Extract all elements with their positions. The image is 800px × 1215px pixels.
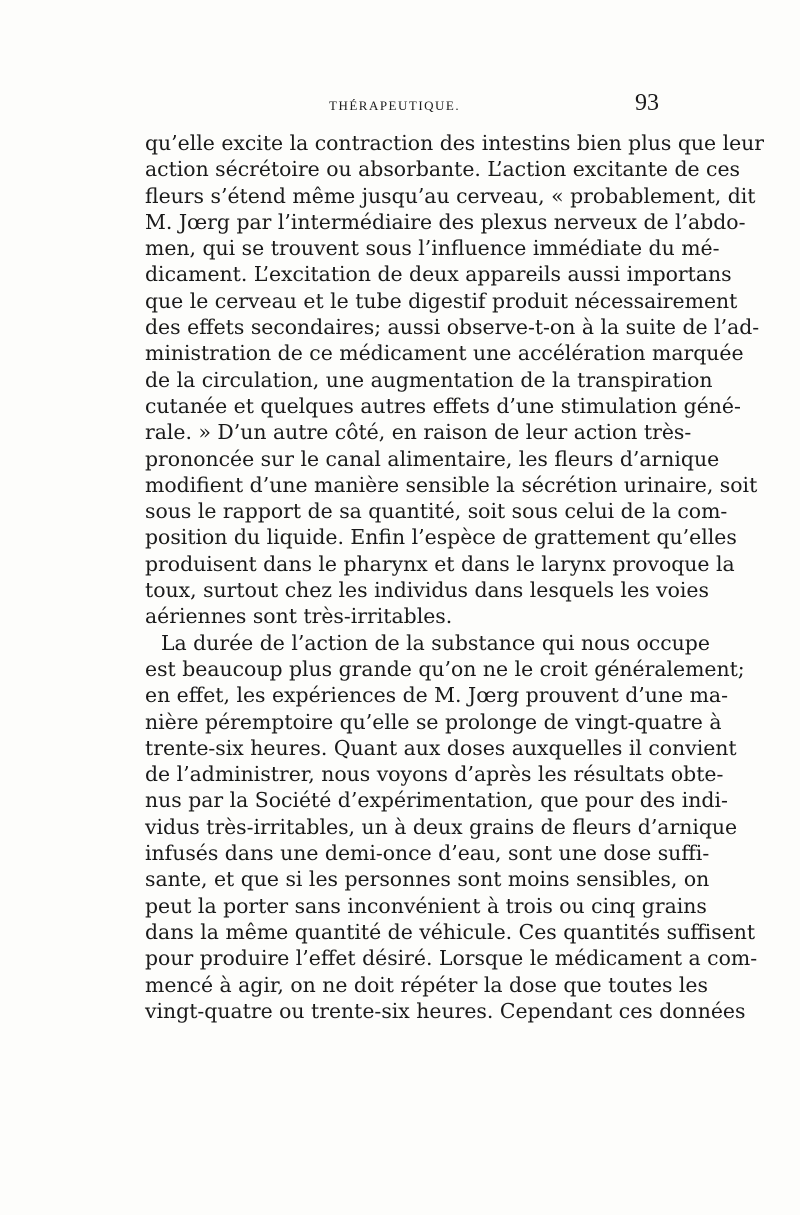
text-line: men, qui se trouvent sous l’influence immédiate du mé- — [145, 236, 720, 261]
text-line: ministration de ce médicament une accélération marquée — [145, 341, 744, 366]
text-line: qu’elle excite la contraction des intestins bien plus que leur — [145, 131, 765, 155]
text-line: en effet, les expériences de M. Jœrg prouvent d’une ma- — [145, 683, 728, 708]
page-number: 93 — [635, 90, 659, 116]
text-line: que le cerveau et le tube digestif produit nécessairement — [145, 288, 738, 313]
text-line: toux, surtout chez les individus dans lesquels les voies — [145, 578, 709, 603]
text-line: dans la même quantité de véhicule. Ces quantités suffisent — [145, 919, 756, 944]
running-head — [145, 92, 659, 122]
text-line: modifient d’une manière sensible la sécrétion urinaire, soit — [145, 472, 758, 497]
text-line: mencé à agir, on ne doit répéter la dose que toutes les — [145, 972, 708, 997]
text-line: sante, et que si les personnes sont moins sensibles, on — [145, 867, 710, 892]
text-line: produisent dans le pharynx et dans le larynx provoque la — [145, 551, 735, 576]
text-line: fleurs s’étend même jusqu’au cerveau, « probablement, dit — [145, 183, 756, 208]
text-line: pour produire l’effet désiré. Lorsque le médicament a com- — [145, 946, 758, 971]
paragraph-1 — [145, 130, 765, 630]
text-line: aériennes sont très-irritables. — [145, 604, 453, 629]
text-line: prononcée sur le canal alimentaire, les fleurs d’arnique — [145, 446, 720, 471]
text-line: infusés dans une demi-once d’eau, sont une dose suffi- — [145, 841, 710, 866]
text-line: est beaucoup plus grande qu’on ne le croit généralement; — [145, 656, 745, 681]
text-line: nière péremptoire qu’elle se prolonge de vingt-quatre à — [145, 709, 722, 734]
text-line: position du liquide. Enfin l’espèce de grattement qu’elles — [145, 525, 737, 550]
text-line: de la circulation, une augmentation de la transpiration — [145, 367, 713, 392]
paragraph-2 — [145, 630, 758, 1024]
text-line: sous le rapport de sa quantité, soit sous celui de la com- — [145, 499, 728, 524]
text-line: dicament. L’excitation de deux appareils aussi importans — [145, 262, 732, 287]
text-line: action sécrétoire ou absorbante. L’action excitante de ces — [145, 157, 740, 182]
text-line: de l’administrer, nous voyons d’après les résultats obte- — [145, 762, 724, 787]
text-line: rale. » D’un autre côté, en raison de leur action très- — [145, 420, 692, 445]
text-line: nus par la Société d’expérimentation, que pour des indi- — [145, 788, 728, 813]
running-title: THÉRAPEUTIQUE. — [329, 98, 461, 113]
text-line: des effets secondaires; aussi observe-t-on à la suite de l’ad- — [145, 315, 760, 340]
text-line: peut la porter sans inconvénient à trois ou cinq grains — [145, 893, 707, 918]
text-line: vingt-quatre ou trente-six heures. Cependant ces données — [145, 998, 746, 1023]
text-line: M. Jœrg par l’intermédiaire des plexus nerveux de l’abdo- — [145, 209, 746, 234]
text-line: cutanée et quelques autres effets d’une stimulation géné- — [145, 393, 741, 418]
text-line: La durée de l’action de la substance qui nous occupe — [161, 630, 710, 655]
text-line: vidus très-irritables, un à deux grains de fleurs d’arnique — [145, 814, 738, 839]
text-line: trente-six heures. Quant aux doses auxquelles il convient — [145, 735, 737, 760]
body-text — [145, 130, 765, 1024]
